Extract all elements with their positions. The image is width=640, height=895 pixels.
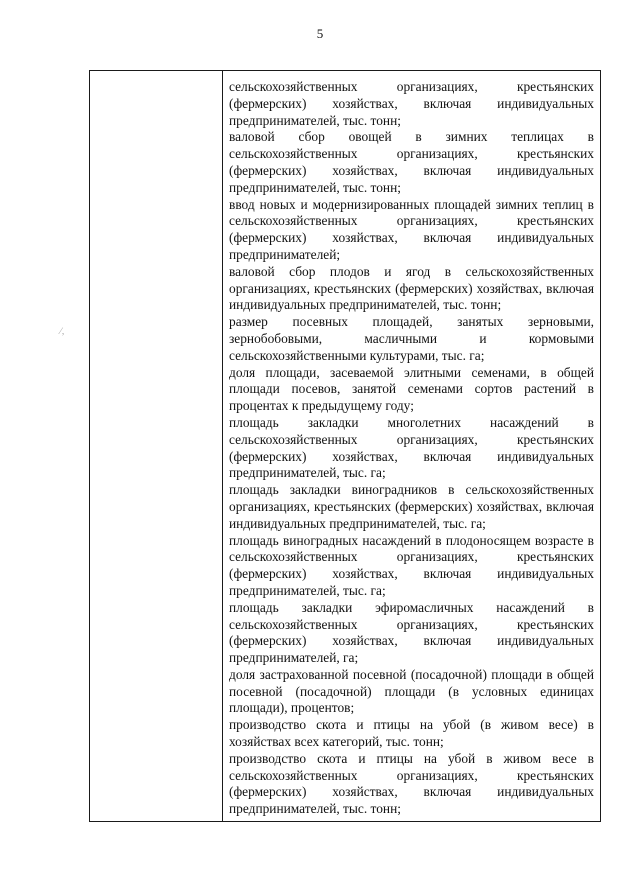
list-item: производство скота и птицы на убой в живом весе в сельскохозяйственных организациях, крестьянских (фермерских) хозяйствах, включая индивидуальных предпринимателей, тыс. тонн; bbox=[229, 750, 594, 817]
list-item: валовой сбор овощей в зимних теплицах в сельскохозяйственных организациях, крестьянских (фермерских) хозяйствах, включая индивидуальных предпринимателей, тыс. тонн; bbox=[229, 129, 594, 195]
list-item: производство скота и птицы на убой (в живом весе) в хозяйствах всех категорий, тыс. тонн; bbox=[229, 717, 594, 750]
list-item: размер посевных площадей, занятых зерновыми, зернобобовыми, масличными и кормовыми сельскохозяйственными культурами, тыс. га; bbox=[229, 314, 594, 363]
list-item: площадь виноградных насаждений в плодоносящем возрасте в сельскохозяйственных организациях, крестьянских (фермерских) хозяйствах, включая индивидуальных предпринимателей, тыс. га; bbox=[229, 532, 594, 598]
scan-artifact: ⁄‚ bbox=[60, 326, 65, 336]
list-item: валовой сбор плодов и ягод в сельскохозяйственных организациях, крестьянских (фермерских) хозяйствах, включая индивидуальных предпринимателей, тыс. тонн; bbox=[229, 263, 594, 313]
indicators-table bbox=[89, 70, 601, 822]
table-left-cell bbox=[90, 71, 223, 821]
list-item: площадь закладки виноградников в сельскохозяйственных организациях, крестьянских (фермерских) хозяйствах, включая индивидуальных предпринимателей, тыс. га; bbox=[229, 482, 594, 531]
page-number: 5 bbox=[316, 26, 324, 41]
list-item: сельскохозяйственных организациях, крестьянских (фермерских) хозяйствах, включая индивидуальных предпринимателей, тыс. тонн; bbox=[229, 79, 594, 128]
table-right-cell bbox=[229, 79, 594, 818]
list-item: доля застрахованной посевной (посадочной) площади в общей посевной (посадочной) площади (в условных единицах площади), процентов; bbox=[229, 666, 594, 716]
list-item: площадь закладки многолетних насаждений в сельскохозяйственных организациях, крестьянских (фермерских) хозяйствах, включая индивидуальных предпринимателей, тыс. га; bbox=[229, 414, 594, 481]
list-item: доля площади, засеваемой элитными семенами, в общей площади посевов, занятой семенами сортов растений в процентах к предыдущему году; bbox=[229, 364, 594, 414]
list-item: площадь закладки эфиромасличных насаждений в сельскохозяйственных организациях, крестьянских (фермерских) хозяйствах, включая индивидуальных предпринимателей, га; bbox=[229, 599, 594, 666]
list-item: ввод новых и модернизированных площадей зимних теплиц в сельскохозяйственных организациях, крестьянских (фермерских) хозяйствах, включая индивидуальных предпринимателей; bbox=[229, 196, 594, 262]
